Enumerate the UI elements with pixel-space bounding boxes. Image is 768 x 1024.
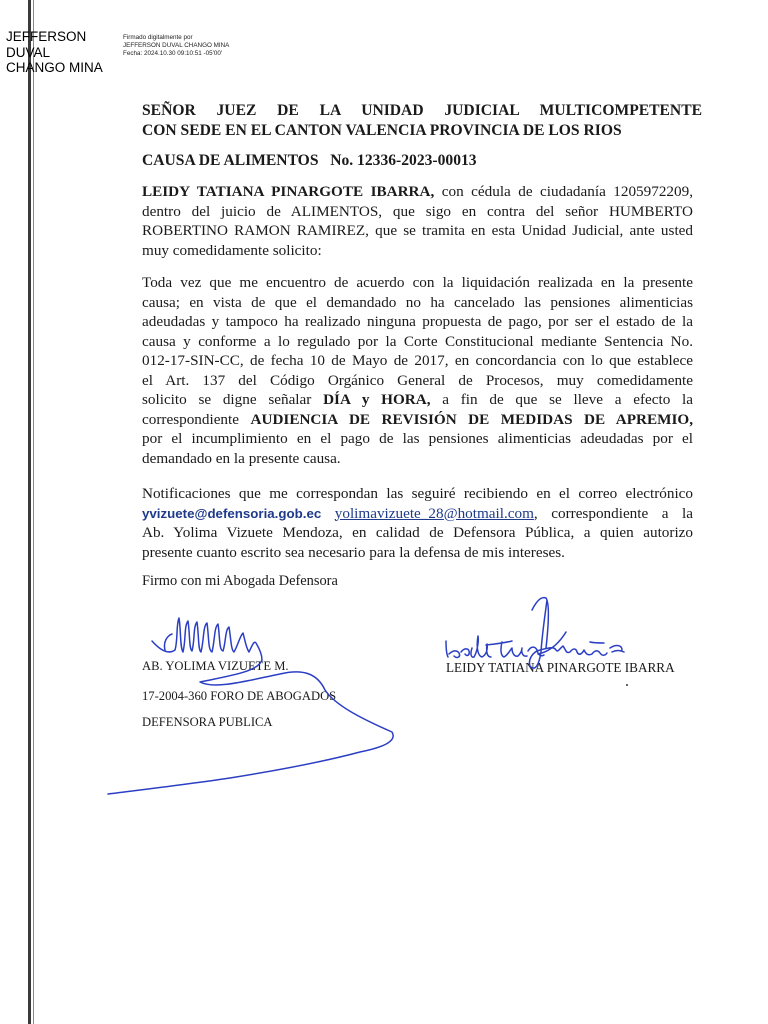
addressee-line-2: CON SEDE EN EL CANTON VALENCIA PROVINCIA DE LOS RIOS xyxy=(142,122,622,139)
digital-signature-detail-3: Fecha: 2024.10.30 09:10:51 -05'00' xyxy=(123,50,223,57)
case-label: CAUSA DE ALIMENTOS xyxy=(142,152,319,169)
notifications-line-2 xyxy=(142,504,693,524)
lawyer-name: AB. YOLIMA VIZUETE M. xyxy=(142,659,289,673)
ink-dot xyxy=(626,684,628,686)
request-line-10: demandado en la presente causa. xyxy=(142,449,341,467)
notifications-line-4: presente cuanto escrito sea necesario para la defensa de mis intereses. xyxy=(142,543,565,561)
page-binding-edge-inner xyxy=(33,0,34,1024)
notifications-line-1: Notificaciones que me correspondan las seguiré recibiendo en el correo electrónico xyxy=(142,485,693,502)
hearing-type-emphasis: AUDIENCIA DE REVISIÓN DE MEDIDAS DE APREMIO, xyxy=(250,410,693,428)
notifications-line-3: Ab. Yolima Vizuete Mendoza, en calidad de Defensora Pública, a quien autorizo xyxy=(142,524,693,542)
request-line-2: causa; en vista de que el demandado no ha cancelado las pensiones alimenticias xyxy=(142,293,693,311)
request-line-8-start: correspondiente xyxy=(142,410,239,428)
request-paragraph xyxy=(142,273,693,468)
client-signature xyxy=(446,598,624,669)
intro-line-2: dentro del juicio de ALIMENTOS, que sigo en contra del señor HUMBERTO xyxy=(142,202,693,220)
intro-line-4: muy comedidamente solicito: xyxy=(142,241,322,259)
digital-signature-details xyxy=(123,34,283,58)
request-line-7-end: a fin de que se lleve a efecto la xyxy=(442,391,694,409)
lawyer-registry: 17-2004-360 FORO DE ABOGADOS xyxy=(142,689,337,703)
request-line-4: causa y conforme a lo regulado por la Corte Constitucional mediante Sentencia No. xyxy=(142,332,693,350)
digital-signature-detail-2: JEFFERSON DUVAL CHANGO MINA xyxy=(123,42,230,49)
lawyer-role: DEFENSORA PUBLICA xyxy=(142,715,273,729)
request-line-7-start: solicito se digne señalar xyxy=(142,391,312,409)
lawyer-signature xyxy=(108,618,393,794)
email-primary[interactable]: yvizuete@defensoria.gob.ec xyxy=(142,505,322,521)
digital-signer-name-line2: CHANGO MINA xyxy=(6,60,103,75)
plaintiff-name: LEIDY TATIANA PINARGOTE IBARRA, xyxy=(142,183,435,200)
hearing-date-emphasis: DÍA y HORA, xyxy=(323,391,431,409)
intro-line-3: ROBERTINO RAMON RAMIREZ, que se tramita en esta Unidad Judicial, ante usted xyxy=(142,222,693,240)
plaintiff-id: con cédula de ciudadanía 1205972209, xyxy=(441,183,694,200)
case-reference xyxy=(142,151,477,171)
addressee-line-1: SEÑOR JUEZ DE LA UNIDAD JUDICIAL MULTICOMPETENTE xyxy=(142,102,702,119)
notifications-paragraph xyxy=(142,484,693,562)
page-binding-edge xyxy=(28,0,31,1024)
case-number: No. 12336-2023-00013 xyxy=(330,152,477,169)
digital-signature-detail-1: Firmado digitalmente por xyxy=(123,34,193,41)
request-line-6: el Art. 137 del Código Orgánico General de Procesos, muy comedidamente xyxy=(142,371,693,389)
email-secondary-link[interactable]: yolimavizuete_28@hotmail.com xyxy=(334,504,534,522)
request-line-1: Toda vez que me encuentro de acuerdo con la liquidación realizada en la presente xyxy=(142,274,693,291)
request-line-9: por el incumplimiento en el pago de las pensiones alimenticias adeudadas por el xyxy=(142,430,693,448)
request-line-5: 012-17-SIN-CC, de fecha 10 de Mayo de 2017, en concordancia con lo que establece xyxy=(142,352,693,370)
intro-paragraph xyxy=(142,182,693,260)
request-line-3: adeudadas y tampoco ha realizado ninguna propuesta de pago, por ser el estado de la xyxy=(142,313,693,331)
client-name: LEIDY TATIANA PINARGOTE IBARRA xyxy=(446,660,675,675)
intro-line-1 xyxy=(142,182,693,202)
notifications-line-2-rest: , correspondiente a la xyxy=(533,504,693,522)
digital-signer-name-line1: JEFFERSON DUVAL xyxy=(6,29,87,60)
document-addressee xyxy=(142,101,702,141)
request-line-8 xyxy=(142,410,693,430)
request-line-7 xyxy=(142,390,693,410)
digital-signer-name xyxy=(6,29,131,76)
closing-statement: Firmo con mi Abogada Defensora xyxy=(142,573,338,589)
